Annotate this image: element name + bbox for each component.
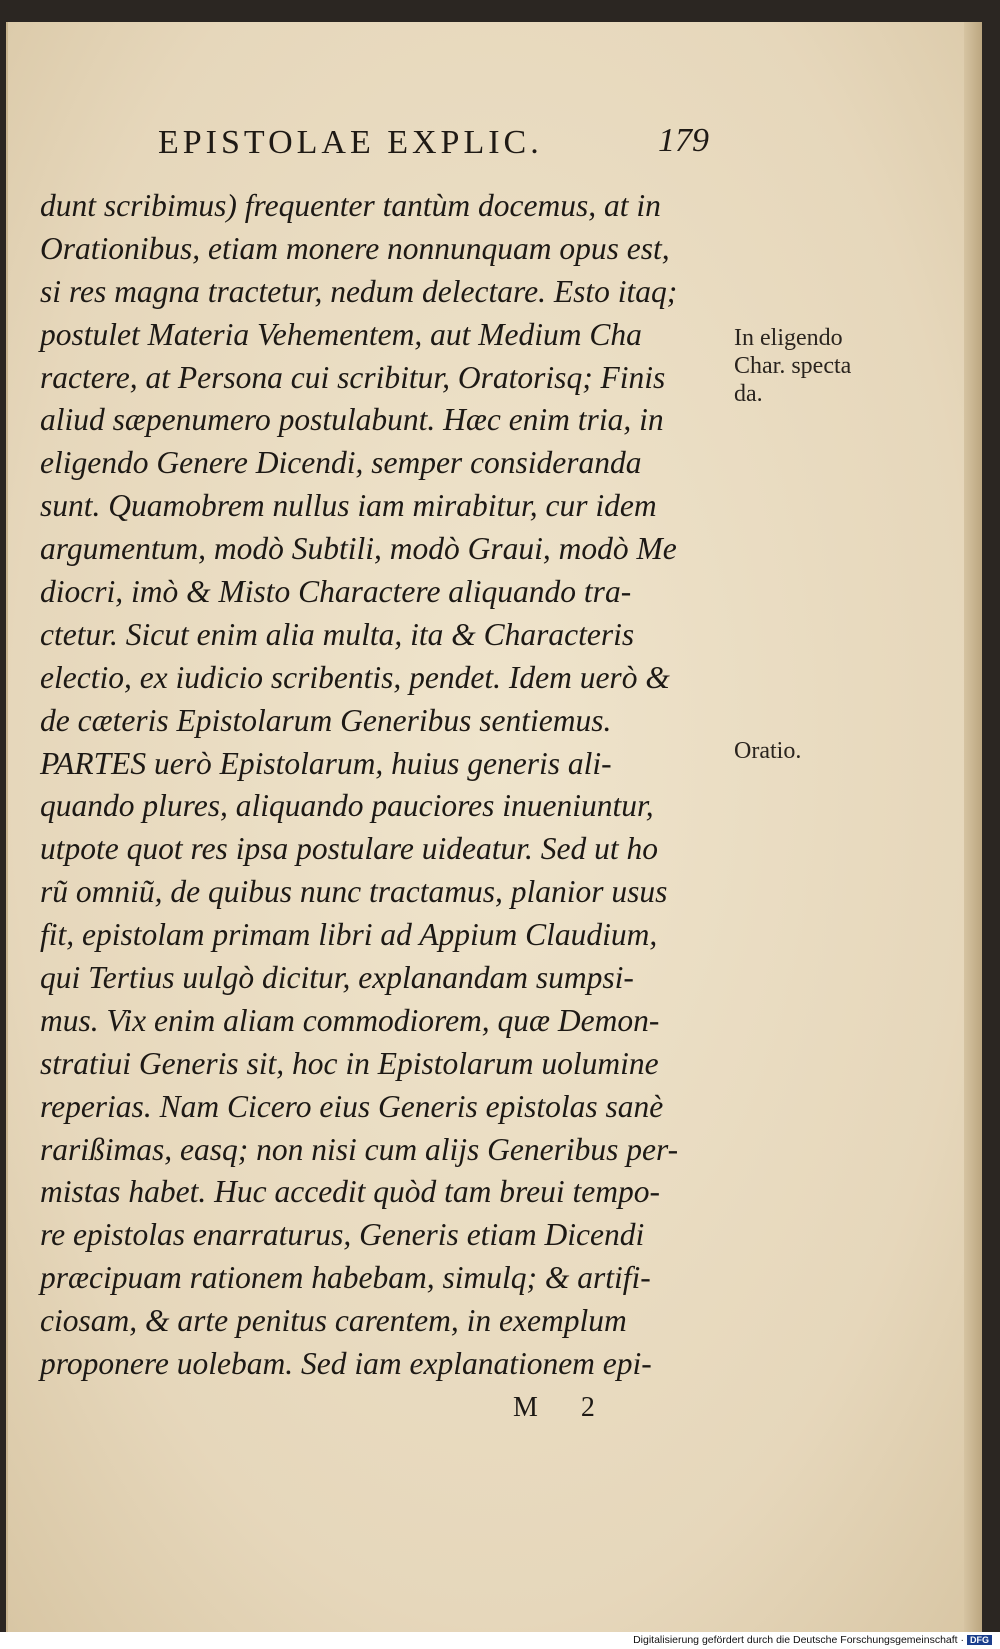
book-page	[6, 22, 982, 1632]
margin-note-line: Char. specta	[734, 353, 852, 379]
margin-note-eligendo	[734, 324, 884, 408]
text-line: re epistolas enarraturus, Generis etiam Dicendi	[40, 1217, 645, 1253]
page-edge	[964, 22, 982, 1632]
page-number: 179	[658, 122, 709, 159]
page-header	[8, 112, 768, 172]
funding-credit	[633, 1634, 992, 1646]
text-line: mus. Vix enim aliam commodiorem, quæ Demon-	[40, 1002, 660, 1038]
text-line: ciosam, & arte penitus carentem, in exemplum	[40, 1303, 627, 1339]
text-line: rarißimas, easq; non nisi cum alijs Generibus per-	[40, 1131, 679, 1167]
margin-note-line: da.	[734, 381, 763, 407]
text-line: diocri, imò & Misto Charactere aliquando tra-	[40, 574, 632, 610]
credit-text: Digitalisierung gefördert durch die Deutsche Forschungsgemeinschaft ·	[633, 1634, 964, 1646]
text-line: fit, epistolam primam libri ad Appium Claudium,	[40, 917, 658, 953]
text-line: mistas habet. Huc accedit quòd tam breui tempo-	[40, 1174, 660, 1210]
text-line: si res magna tractetur, nedum delectare. Esto itaq;	[40, 273, 678, 309]
text-line: rũ omniũ, de quibus nunc tractamus, planior usus	[40, 874, 668, 910]
main-text	[40, 185, 730, 1386]
margin-note-oratio	[734, 737, 884, 765]
text-line: postulet Materia Vehementem, aut Medium Cha	[40, 316, 642, 352]
text-line: ractere, at Persona cui scribitur, Oratorisq; Finis	[40, 359, 666, 395]
text-line: electio, ex iudicio scribentis, pendet. Idem uerò &	[40, 659, 670, 695]
text-line: aliud sæpenumero postulabunt. Hæc enim tria, in	[40, 402, 664, 438]
text-line: eligendo Genere Dicendi, semper consideranda	[40, 445, 642, 481]
text-line: PARTES uerò Epistolarum, huius generis ali-	[40, 745, 612, 781]
running-head: EPISTOLAE EXPLIC.	[158, 124, 543, 161]
text-line: stratiui Generis sit, hoc in Epistolarum uolumine	[40, 1045, 659, 1081]
text-line: Orationibus, etiam monere nonnunquam opus est,	[40, 230, 670, 266]
text-line: reperias. Nam Cicero eius Generis epistolas sanè	[40, 1088, 664, 1124]
text-line: argumentum, modò Subtili, modò Graui, modò Me	[40, 531, 677, 567]
text-line: de cæteris Epistolarum Generibus sentiemus.	[40, 702, 612, 738]
text-line: dunt scribimus) frequenter tantùm docemus, at in	[40, 188, 661, 223]
text-line: qui Tertius uulgò dicitur, explanandam sumpsi-	[40, 960, 634, 996]
margin-note-line: Oratio.	[734, 738, 802, 764]
text-line: ctetur. Sicut enim alia multa, ita & Characteris	[40, 616, 635, 652]
signature-mark: M 2	[513, 1392, 613, 1423]
text-line: quando plures, aliquando pauciores inueniuntur,	[40, 788, 654, 824]
text-line: utpote quot res ipsa postulare uideatur. Sed ut ho	[40, 831, 659, 867]
margin-note-line: In eligendo	[734, 325, 843, 351]
text-line: præcipuam rationem habebam, simulq; & artifi-	[40, 1260, 651, 1296]
text-line: proponere uolebam. Sed iam explanationem epi-	[40, 1346, 652, 1382]
dfg-logo: DFG	[967, 1635, 992, 1645]
text-line: sunt. Quamobrem nullus iam mirabitur, cur idem	[40, 488, 657, 524]
